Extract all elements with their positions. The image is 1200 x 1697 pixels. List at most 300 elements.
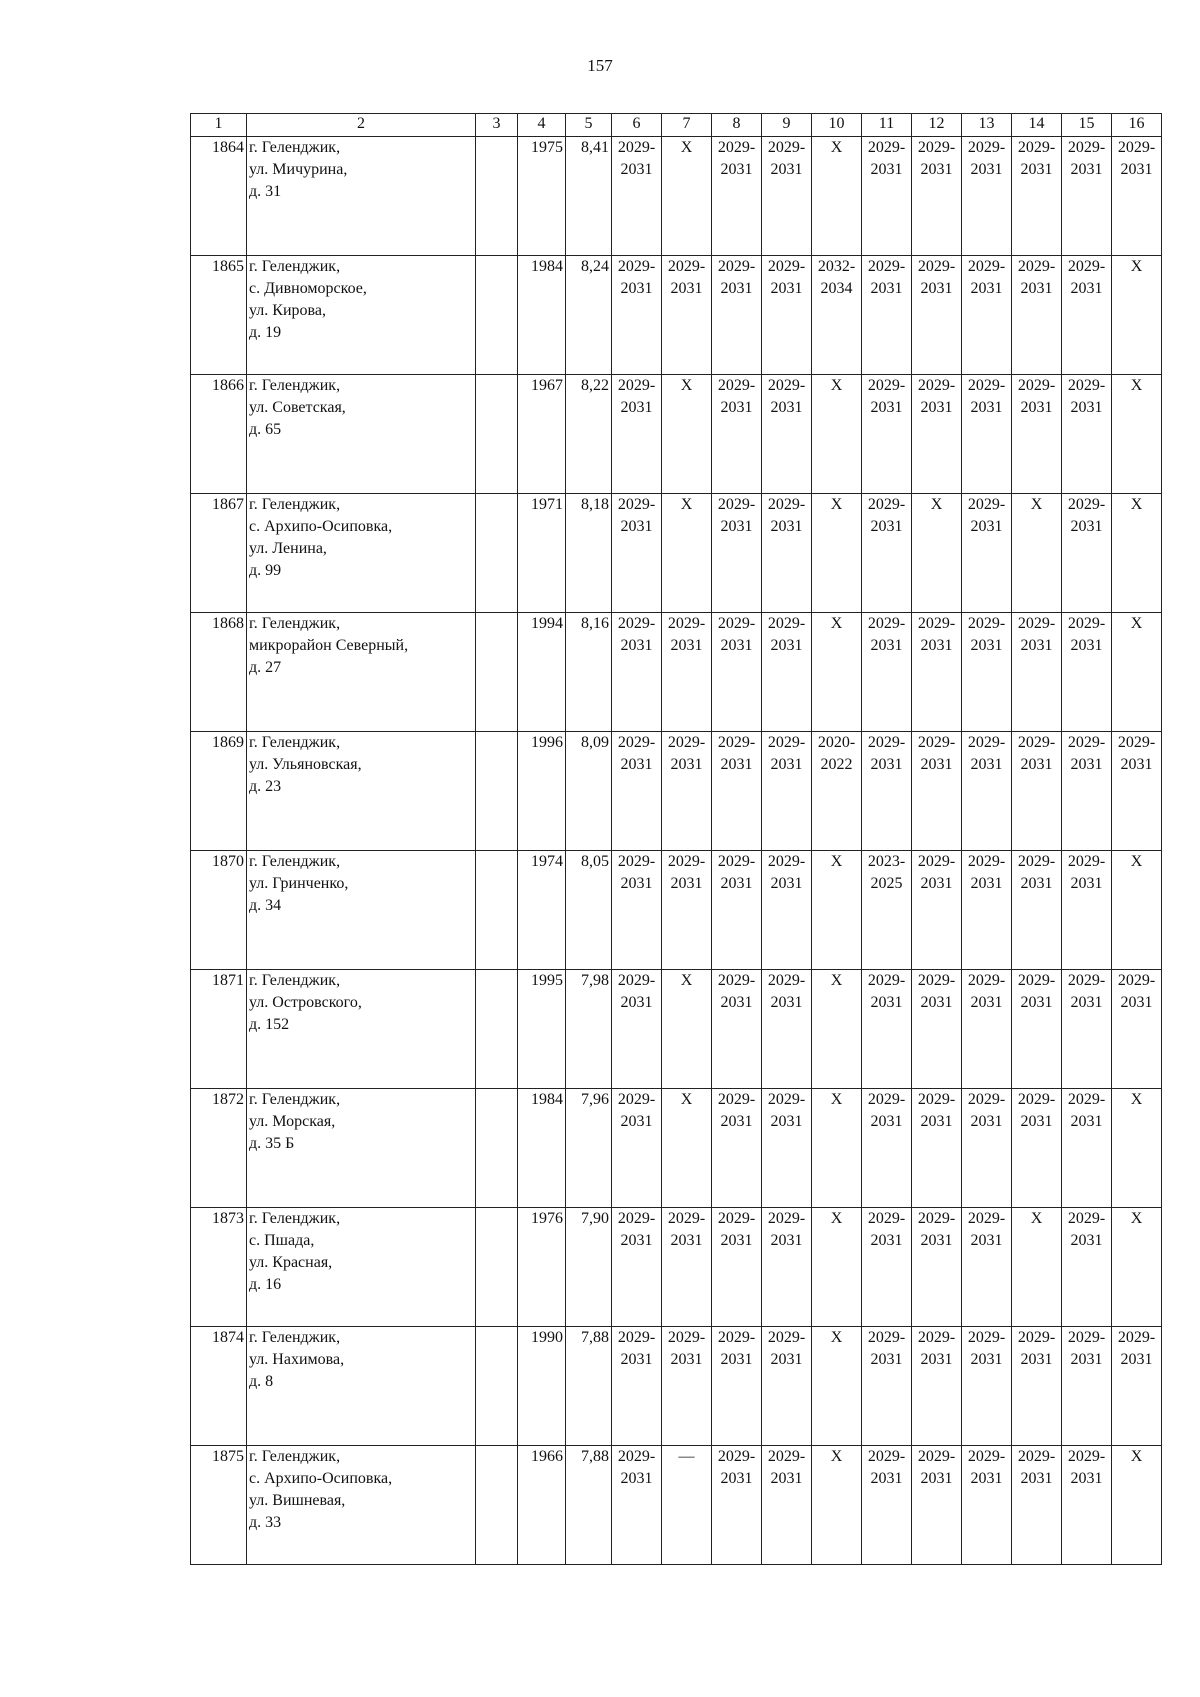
period-cell-col-8 — [712, 494, 762, 613]
period-text: 2029- 2031 — [717, 1091, 756, 1130]
period-cell-col-7 — [662, 1089, 712, 1208]
period-text: 2029- 2031 — [867, 1091, 906, 1130]
period-cell-col-8 — [712, 1327, 762, 1446]
period-cell-col-16 — [1112, 732, 1162, 851]
value-cell: 8,24 — [566, 256, 612, 375]
column-3-cell — [476, 732, 518, 851]
period-text: 2029- 2031 — [717, 258, 756, 297]
period-cell-col-7 — [662, 1208, 712, 1327]
value-cell: 8,22 — [566, 375, 612, 494]
period-cell-col-14 — [1012, 494, 1062, 613]
period-cell-col-15 — [1062, 970, 1112, 1089]
period-text: 2029- 2031 — [967, 734, 1006, 773]
period-text: 2020- 2022 — [817, 734, 856, 773]
row-number: 1875 — [191, 1446, 247, 1565]
period-text: 2029- 2031 — [717, 1448, 756, 1487]
year-cell: 1967 — [518, 375, 566, 494]
period-text: 2029- 2031 — [617, 1091, 656, 1130]
period-cell-col-16 — [1112, 256, 1162, 375]
period-text: 2029- 2031 — [917, 258, 956, 297]
value-cell: 8,09 — [566, 732, 612, 851]
period-text: 2029- 2031 — [1017, 139, 1056, 178]
period-text: 2029- 2031 — [867, 972, 906, 1011]
period-cell-col-13 — [962, 1208, 1012, 1327]
period-cell-col-10 — [812, 256, 862, 375]
column-header-12: 12 — [912, 114, 962, 137]
period-text: 2029- 2031 — [917, 1448, 956, 1487]
period-text: 2029- 2031 — [1067, 1329, 1106, 1368]
column-3-cell — [476, 851, 518, 970]
period-cell-col-14 — [1012, 256, 1062, 375]
period-text: X — [830, 972, 843, 989]
period-text: X — [680, 139, 693, 156]
period-text: 2029- 2031 — [1067, 972, 1106, 1011]
period-cell-col-11 — [862, 1208, 912, 1327]
table-row — [191, 137, 1162, 256]
period-text: 2029- 2031 — [667, 258, 706, 297]
period-cell-col-10 — [812, 1089, 862, 1208]
period-text: 2029- 2031 — [667, 853, 706, 892]
period-cell-col-15 — [1062, 1446, 1112, 1565]
period-text: 2029- 2031 — [917, 1091, 956, 1130]
period-text: X — [1130, 615, 1143, 632]
address-line: г. Геленджик, — [249, 377, 341, 394]
period-text: 2029- 2031 — [767, 1091, 806, 1130]
column-3-cell — [476, 970, 518, 1089]
period-text: 2029- 2031 — [1017, 1448, 1056, 1487]
period-cell-col-10 — [812, 732, 862, 851]
address-cell — [247, 256, 476, 375]
period-text: 2029- 2031 — [767, 496, 806, 535]
period-cell-col-7 — [662, 613, 712, 732]
period-text: 2029- 2031 — [617, 1210, 656, 1249]
address-cell — [247, 494, 476, 613]
period-cell-col-8 — [712, 1089, 762, 1208]
table-row — [191, 256, 1162, 375]
address-line: д. 19 — [249, 324, 282, 341]
period-cell-col-15 — [1062, 613, 1112, 732]
period-cell-col-14 — [1012, 1208, 1062, 1327]
year-cell: 1971 — [518, 494, 566, 613]
address-line: г. Геленджик, — [249, 1329, 341, 1346]
period-cell-col-11 — [862, 851, 912, 970]
period-text: 2029- 2031 — [767, 139, 806, 178]
address-line: с. Архипо-Осиповка, — [249, 518, 393, 535]
year-cell: 1995 — [518, 970, 566, 1089]
period-cell-col-13 — [962, 970, 1012, 1089]
period-cell-col-13 — [962, 732, 1012, 851]
period-cell-col-6 — [612, 970, 662, 1089]
period-text: 2029- 2031 — [1067, 615, 1106, 654]
period-cell-col-11 — [862, 1327, 912, 1446]
period-text: X — [1130, 1448, 1143, 1465]
year-cell: 1974 — [518, 851, 566, 970]
period-cell-col-8 — [712, 1446, 762, 1565]
period-text: 2029- 2031 — [1017, 1329, 1056, 1368]
address-line: ул. Нахимова, — [249, 1351, 345, 1368]
period-text: 2029- 2031 — [1117, 1329, 1156, 1368]
period-text: 2029- 2031 — [867, 1329, 906, 1368]
address-cell — [247, 1327, 476, 1446]
period-cell-col-16 — [1112, 1208, 1162, 1327]
period-cell-col-9 — [762, 970, 812, 1089]
table-row — [191, 851, 1162, 970]
period-cell-col-7 — [662, 375, 712, 494]
column-header-5: 5 — [566, 114, 612, 137]
period-cell-col-15 — [1062, 494, 1112, 613]
period-cell-col-11 — [862, 494, 912, 613]
period-text: — — [678, 1448, 695, 1465]
period-text: 2029- 2031 — [1067, 1210, 1106, 1249]
table-row — [191, 1327, 1162, 1446]
period-cell-col-10 — [812, 494, 862, 613]
column-header-15: 15 — [1062, 114, 1112, 137]
period-cell-col-12 — [912, 970, 962, 1089]
period-text: 2029- 2031 — [1017, 853, 1056, 892]
period-text: 2029- 2031 — [1067, 734, 1106, 773]
period-cell-col-8 — [712, 732, 762, 851]
period-cell-col-15 — [1062, 137, 1112, 256]
period-cell-col-8 — [712, 375, 762, 494]
address-cell — [247, 137, 476, 256]
period-text: X — [680, 1091, 693, 1108]
period-text: 2029- 2031 — [1117, 734, 1156, 773]
column-header-16: 16 — [1112, 114, 1162, 137]
period-text: 2029- 2031 — [717, 734, 756, 773]
period-cell-col-10 — [812, 1208, 862, 1327]
period-text: 2029- 2031 — [717, 139, 756, 178]
year-cell: 1984 — [518, 1089, 566, 1208]
period-cell-col-13 — [962, 1327, 1012, 1446]
period-cell-col-14 — [1012, 1089, 1062, 1208]
address-line: ул. Островского, — [249, 994, 362, 1011]
header-row — [191, 114, 1162, 137]
period-text: 2029- 2031 — [767, 734, 806, 773]
address-line: д. 65 — [249, 421, 282, 438]
period-text: 2029- 2031 — [967, 1091, 1006, 1130]
period-cell-col-7 — [662, 851, 712, 970]
period-cell-col-9 — [762, 1089, 812, 1208]
address-line: г. Геленджик, — [249, 734, 341, 751]
period-cell-col-6 — [612, 851, 662, 970]
address-cell — [247, 851, 476, 970]
period-cell-col-12 — [912, 256, 962, 375]
row-number: 1871 — [191, 970, 247, 1089]
period-text: X — [1130, 853, 1143, 870]
period-cell-col-16 — [1112, 970, 1162, 1089]
table-body — [191, 137, 1162, 1565]
address-cell — [247, 613, 476, 732]
period-text: 2029- 2031 — [967, 139, 1006, 178]
period-cell-col-16 — [1112, 494, 1162, 613]
table-row — [191, 613, 1162, 732]
period-text: 2029- 2031 — [667, 1329, 706, 1368]
period-cell-col-11 — [862, 613, 912, 732]
period-text: 2029- 2031 — [967, 258, 1006, 297]
period-text: 2029- 2031 — [617, 734, 656, 773]
period-cell-col-9 — [762, 613, 812, 732]
year-cell: 1994 — [518, 613, 566, 732]
period-text: 2029- 2031 — [867, 377, 906, 416]
period-cell-col-10 — [812, 137, 862, 256]
address-line: д. 27 — [249, 659, 282, 676]
period-cell-col-6 — [612, 1446, 662, 1565]
period-cell-col-14 — [1012, 1446, 1062, 1565]
period-text: 2029- 2031 — [1017, 1091, 1056, 1130]
period-cell-col-16 — [1112, 1089, 1162, 1208]
period-cell-col-13 — [962, 137, 1012, 256]
period-text: X — [830, 615, 843, 632]
row-number: 1868 — [191, 613, 247, 732]
period-cell-col-13 — [962, 256, 1012, 375]
period-text: X — [830, 853, 843, 870]
period-text: 2029- 2031 — [867, 734, 906, 773]
column-header-11: 11 — [862, 114, 912, 137]
column-3-cell — [476, 494, 518, 613]
row-number: 1867 — [191, 494, 247, 613]
address-line: д. 33 — [249, 1514, 282, 1531]
period-text: 2029- 2031 — [967, 496, 1006, 535]
period-cell-col-14 — [1012, 613, 1062, 732]
period-text: 2029- 2031 — [767, 853, 806, 892]
address-cell — [247, 375, 476, 494]
row-number: 1873 — [191, 1208, 247, 1327]
period-text: X — [830, 496, 843, 513]
period-cell-col-6 — [612, 732, 662, 851]
column-header-7: 7 — [662, 114, 712, 137]
period-text: X — [830, 1091, 843, 1108]
period-cell-col-12 — [912, 1208, 962, 1327]
period-text: 2029- 2031 — [967, 377, 1006, 416]
column-header-3: 3 — [476, 114, 518, 137]
address-line: ул. Вишневая, — [249, 1492, 346, 1509]
period-text: 2029- 2031 — [967, 1448, 1006, 1487]
column-header-2: 2 — [247, 114, 476, 137]
column-header-14: 14 — [1012, 114, 1062, 137]
period-text: 2029- 2031 — [967, 1329, 1006, 1368]
period-text: X — [680, 496, 693, 513]
row-number: 1869 — [191, 732, 247, 851]
period-cell-col-8 — [712, 613, 762, 732]
period-text: 2029- 2031 — [967, 972, 1006, 1011]
period-text: 2029- 2031 — [617, 139, 656, 178]
address-line: д. 99 — [249, 562, 282, 579]
address-line: ул. Советская, — [249, 399, 346, 416]
address-line: г. Геленджик, — [249, 1448, 341, 1465]
period-text: 2029- 2031 — [617, 1329, 656, 1368]
column-3-cell — [476, 375, 518, 494]
period-text: X — [680, 972, 693, 989]
address-line: ул. Красная, — [249, 1254, 333, 1271]
address-line: ул. Ленина, — [249, 540, 327, 557]
row-number: 1874 — [191, 1327, 247, 1446]
address-line: г. Геленджик, — [249, 139, 341, 156]
address-line: ул. Мичурина, — [249, 161, 348, 178]
column-header-9: 9 — [762, 114, 812, 137]
period-text: 2029- 2031 — [717, 1329, 756, 1368]
table-row — [191, 970, 1162, 1089]
period-cell-col-6 — [612, 613, 662, 732]
period-cell-col-6 — [612, 494, 662, 613]
period-cell-col-9 — [762, 375, 812, 494]
period-text: 2029- 2031 — [1017, 615, 1056, 654]
address-line: д. 23 — [249, 778, 282, 795]
value-cell: 8,18 — [566, 494, 612, 613]
period-cell-col-9 — [762, 851, 812, 970]
period-text: 2029- 2031 — [717, 972, 756, 1011]
value-cell: 7,96 — [566, 1089, 612, 1208]
period-text: 2029- 2031 — [617, 972, 656, 1011]
year-cell: 1996 — [518, 732, 566, 851]
period-cell-col-12 — [912, 1089, 962, 1208]
period-text: 2029- 2031 — [1117, 139, 1156, 178]
period-cell-col-6 — [612, 256, 662, 375]
column-3-cell — [476, 1327, 518, 1446]
page-number: 157 — [587, 56, 613, 75]
period-text: 2029- 2031 — [917, 853, 956, 892]
value-cell: 7,88 — [566, 1327, 612, 1446]
address-line: д. 8 — [249, 1373, 274, 1390]
period-text: X — [830, 1448, 843, 1465]
period-cell-col-9 — [762, 137, 812, 256]
period-cell-col-7 — [662, 494, 712, 613]
column-header-13: 13 — [962, 114, 1012, 137]
period-cell-col-12 — [912, 1446, 962, 1565]
column-header-1: 1 — [191, 114, 247, 137]
period-cell-col-13 — [962, 851, 1012, 970]
period-cell-col-11 — [862, 1089, 912, 1208]
period-text: X — [1030, 1210, 1043, 1227]
row-number: 1865 — [191, 256, 247, 375]
period-cell-col-13 — [962, 1089, 1012, 1208]
period-cell-col-9 — [762, 1446, 812, 1565]
period-cell-col-11 — [862, 137, 912, 256]
period-text: 2029- 2031 — [1067, 853, 1106, 892]
period-cell-col-16 — [1112, 375, 1162, 494]
period-text: 2029- 2031 — [1017, 734, 1056, 773]
column-header-8: 8 — [712, 114, 762, 137]
address-line: д. 16 — [249, 1276, 282, 1293]
address-line: г. Геленджик, — [249, 615, 341, 632]
address-line: г. Геленджик, — [249, 258, 341, 275]
address-cell — [247, 732, 476, 851]
row-number: 1872 — [191, 1089, 247, 1208]
column-header-4: 4 — [518, 114, 566, 137]
period-cell-col-7 — [662, 732, 712, 851]
address-line: г. Геленджик, — [249, 1091, 341, 1108]
period-text: X — [830, 139, 843, 156]
period-text: X — [1130, 1210, 1143, 1227]
period-text: 2029- 2031 — [617, 496, 656, 535]
address-line: ул. Гринченко, — [249, 875, 349, 892]
address-line: д. 31 — [249, 183, 282, 200]
period-text: 2029- 2031 — [767, 972, 806, 1011]
period-text: 2029- 2031 — [967, 615, 1006, 654]
period-text: X — [830, 377, 843, 394]
period-cell-col-13 — [962, 494, 1012, 613]
period-cell-col-9 — [762, 494, 812, 613]
period-text: 2029- 2031 — [717, 615, 756, 654]
column-header-6: 6 — [612, 114, 662, 137]
period-cell-col-9 — [762, 732, 812, 851]
period-text: X — [1130, 377, 1143, 394]
period-cell-col-10 — [812, 970, 862, 1089]
period-cell-col-12 — [912, 1327, 962, 1446]
period-text: 2029- 2031 — [617, 853, 656, 892]
period-cell-col-12 — [912, 494, 962, 613]
address-cell — [247, 1446, 476, 1565]
period-cell-col-16 — [1112, 137, 1162, 256]
period-text: 2029- 2031 — [867, 496, 906, 535]
year-cell: 1984 — [518, 256, 566, 375]
period-cell-col-11 — [862, 970, 912, 1089]
period-text: 2029- 2031 — [917, 734, 956, 773]
period-text: 2029- 2031 — [1067, 139, 1106, 178]
period-cell-col-11 — [862, 375, 912, 494]
address-cell — [247, 1208, 476, 1327]
period-cell-col-10 — [812, 851, 862, 970]
period-cell-col-6 — [612, 1327, 662, 1446]
period-text: X — [1130, 258, 1143, 275]
period-cell-col-6 — [612, 137, 662, 256]
value-cell: 8,41 — [566, 137, 612, 256]
period-cell-col-10 — [812, 613, 862, 732]
table-row — [191, 1089, 1162, 1208]
address-line: г. Геленджик, — [249, 496, 341, 513]
period-cell-col-10 — [812, 1446, 862, 1565]
period-text: X — [1030, 496, 1043, 513]
period-text: 2029- 2031 — [1017, 377, 1056, 416]
address-line: г. Геленджик, — [249, 972, 341, 989]
period-text: 2029- 2031 — [1067, 258, 1106, 297]
address-line: с. Архипо-Осиповка, — [249, 1470, 393, 1487]
column-3-cell — [476, 1208, 518, 1327]
period-cell-col-13 — [962, 375, 1012, 494]
address-line: г. Геленджик, — [249, 853, 341, 870]
address-cell — [247, 1089, 476, 1208]
year-cell: 1976 — [518, 1208, 566, 1327]
row-number: 1870 — [191, 851, 247, 970]
table-row — [191, 494, 1162, 613]
period-cell-col-15 — [1062, 1208, 1112, 1327]
period-text: 2029- 2031 — [767, 258, 806, 297]
period-text: 2029- 2031 — [967, 853, 1006, 892]
period-cell-col-15 — [1062, 1327, 1112, 1446]
period-cell-col-8 — [712, 1208, 762, 1327]
period-cell-col-6 — [612, 375, 662, 494]
value-cell: 8,05 — [566, 851, 612, 970]
period-text: 2029- 2031 — [717, 377, 756, 416]
address-line: г. Геленджик, — [249, 1210, 341, 1227]
period-cell-col-9 — [762, 256, 812, 375]
period-text: 2029- 2031 — [667, 734, 706, 773]
year-cell: 1990 — [518, 1327, 566, 1446]
address-line: микрорайон Северный, — [249, 637, 409, 654]
row-number: 1866 — [191, 375, 247, 494]
column-3-cell — [476, 1089, 518, 1208]
period-cell-col-15 — [1062, 851, 1112, 970]
period-text: 2029- 2031 — [617, 377, 656, 416]
period-text: 2029- 2031 — [1017, 972, 1056, 1011]
period-text: 2029- 2031 — [767, 615, 806, 654]
period-text: X — [1130, 496, 1143, 513]
column-3-cell — [476, 613, 518, 732]
address-line: ул. Морская, — [249, 1113, 336, 1130]
period-cell-col-14 — [1012, 970, 1062, 1089]
year-cell: 1966 — [518, 1446, 566, 1565]
column-3-cell — [476, 1446, 518, 1565]
period-text: 2029- 2031 — [867, 1448, 906, 1487]
